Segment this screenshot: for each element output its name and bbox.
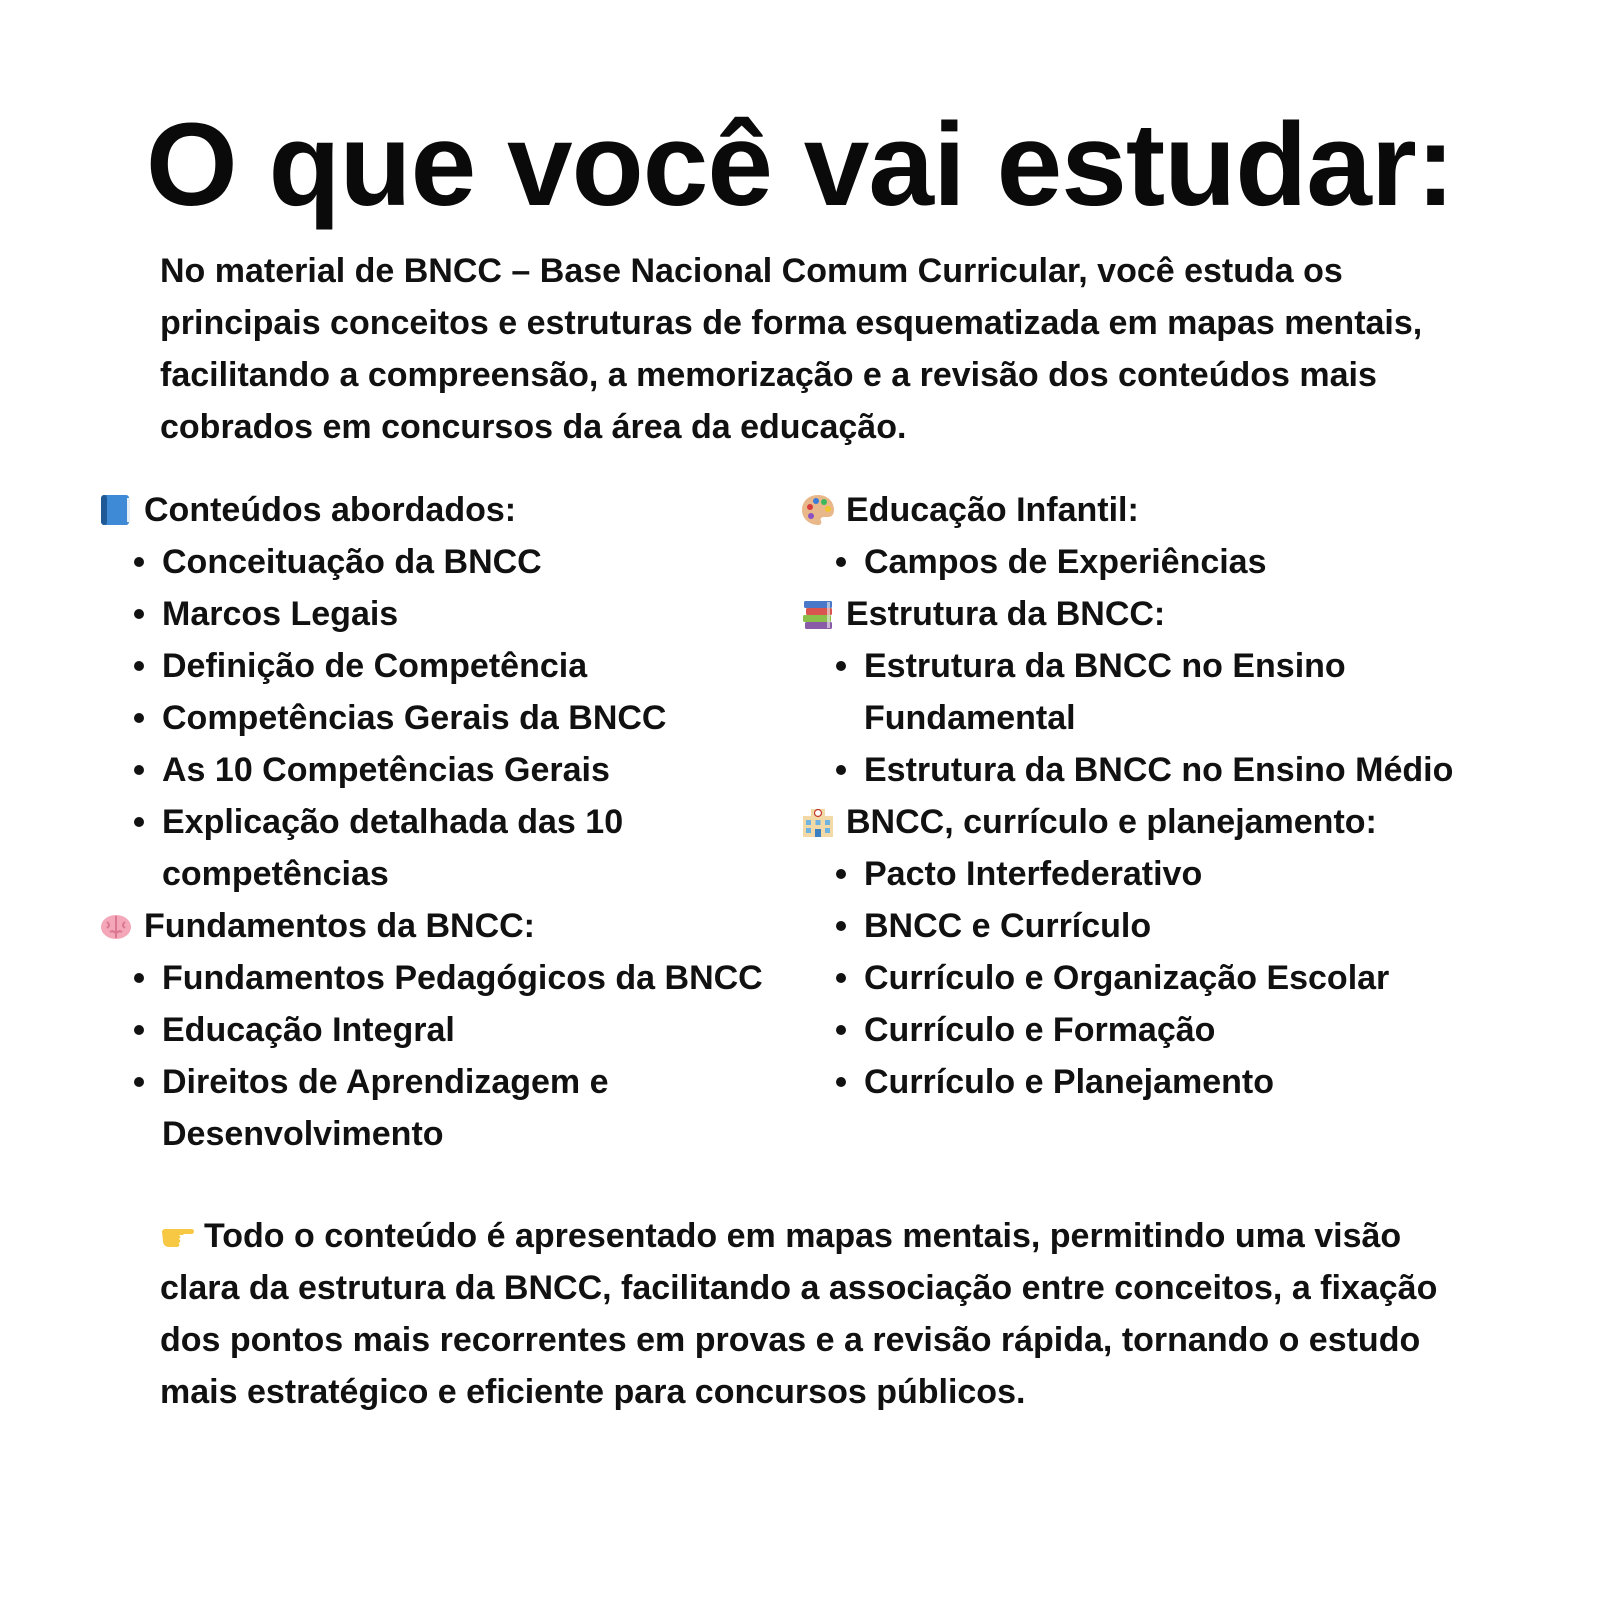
estrutura-list (800, 640, 1500, 796)
section-heading-label: Educação Infantil: (846, 491, 1139, 529)
bullet-icon (134, 817, 144, 827)
bullet-icon (836, 1077, 846, 1087)
bullet-icon (134, 765, 144, 775)
list-item: Explicação detalhada das 10 competências (98, 796, 682, 900)
bullet-icon (134, 973, 144, 983)
bullet-icon (134, 1077, 144, 1087)
section-heading-fundamentos (98, 900, 788, 952)
brain-icon (98, 908, 134, 944)
bullet-icon (134, 1025, 144, 1035)
list-item: Campos de Experiências (800, 536, 1500, 588)
right-column (800, 484, 1500, 1108)
list-item: Competências Gerais da BNCC (98, 692, 788, 744)
section-heading-label: Fundamentos da BNCC: (144, 907, 535, 945)
bullet-icon (836, 921, 846, 931)
bullet-icon (836, 1025, 846, 1035)
bullet-icon (134, 557, 144, 567)
section-heading-label: Estrutura da BNCC: (846, 595, 1166, 633)
left-column (98, 484, 788, 1160)
list-item: Fundamentos Pedagógicos da BNCC (98, 952, 788, 1004)
section-heading-label: BNCC, currículo e planejamento: (846, 803, 1377, 841)
curriculo-list (800, 848, 1500, 1108)
list-item: Estrutura da BNCC no Ensino Fundamental (800, 640, 1424, 744)
page-title: O que você vai estudar: (145, 99, 1455, 231)
educacao-infantil-list (800, 536, 1500, 588)
section-heading-estrutura (800, 588, 1500, 640)
pointing-hand-icon (160, 1217, 196, 1253)
bullet-icon (134, 609, 144, 619)
palette-icon (800, 492, 836, 528)
books-stack-icon (800, 596, 836, 632)
fundamentos-list (98, 952, 788, 1160)
list-item: Definição de Competência (98, 640, 788, 692)
list-item: Direitos de Aprendizagem e Desenvolvimento (98, 1056, 702, 1160)
school-building-icon (800, 804, 836, 840)
section-heading-educacao-infantil (800, 484, 1500, 536)
list-item: Pacto Interfederativo (800, 848, 1500, 900)
list-item: Educação Integral (98, 1004, 788, 1056)
list-item: Conceituação da BNCC (98, 536, 788, 588)
footer-paragraph (160, 1210, 1460, 1418)
section-heading-label: Conteúdos abordados: (144, 491, 517, 529)
footer-text: Todo o conteúdo é apresentado em mapas mentais, permitindo uma visão clara da estrutura da BNCC, facilitando a associação entre conceitos, a fixação dos pontos mais recorrentes em provas e a revisão rápida, tornando o estudo mais estratégico e eficiente para concursos públicos. (160, 1217, 1438, 1411)
bullet-icon (134, 661, 144, 671)
list-item: BNCC e Currículo (800, 900, 1500, 952)
list-item: Currículo e Formação (800, 1004, 1500, 1056)
list-item: Marcos Legais (98, 588, 788, 640)
bullet-icon (836, 765, 846, 775)
bullet-icon (836, 869, 846, 879)
list-item: Currículo e Planejamento (800, 1056, 1500, 1108)
list-item: Currículo e Organização Escolar (800, 952, 1500, 1004)
section-heading-conteudos (98, 484, 788, 536)
bullet-icon (134, 713, 144, 723)
bullet-icon (836, 661, 846, 671)
list-item: As 10 Competências Gerais (98, 744, 788, 796)
conteudos-list (98, 536, 788, 900)
section-heading-curriculo (800, 796, 1500, 848)
bullet-icon (836, 557, 846, 567)
intro-paragraph: No material de BNCC – Base Nacional Comum Curricular, você estuda os principais conceitos e estruturas de forma esquematizada em mapas mentais, facilitando a compreensão, a memorização e a revisão dos conteúdos mais cobrados em concursos da área da educação. (160, 252, 1423, 446)
bullet-icon (836, 973, 846, 983)
blue-book-icon (98, 492, 134, 528)
list-item: Estrutura da BNCC no Ensino Médio (800, 744, 1500, 796)
